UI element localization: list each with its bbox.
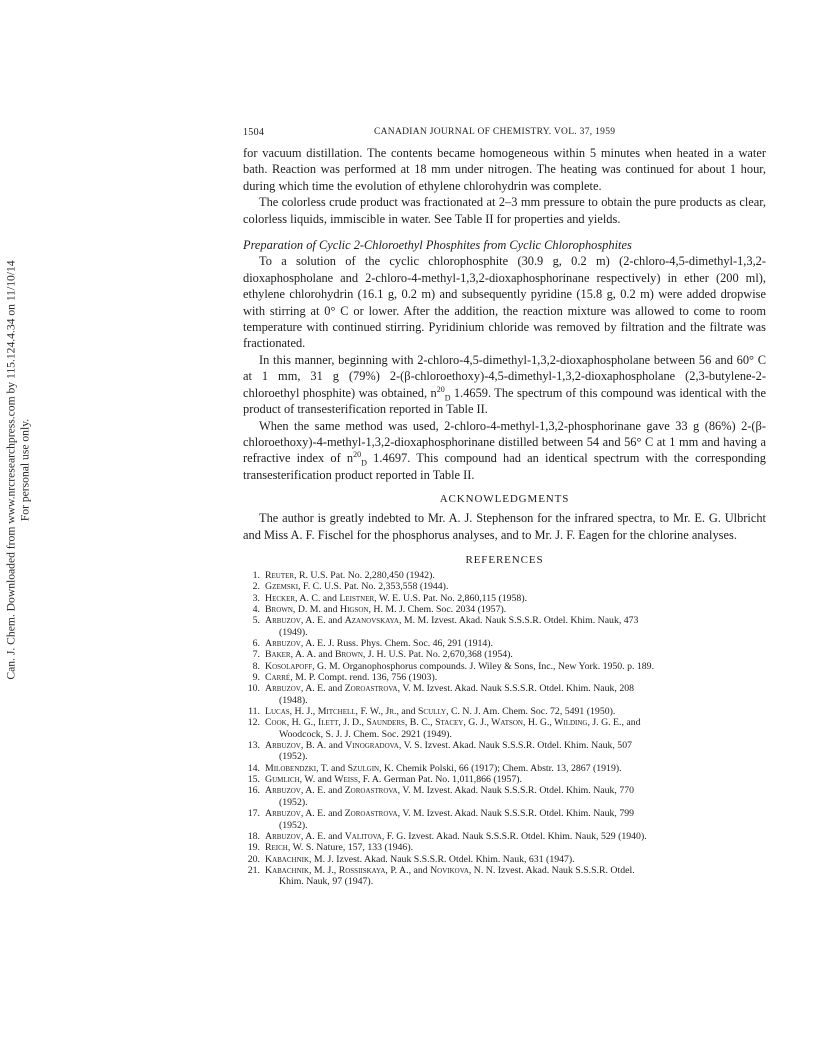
body-paragraph-2: The colorless crude product was fractionated at 2–3 mm pressure to obtain the pure products as clear, colorless liquids, immiscible in water. See Table II for properties and yields. <box>243 195 766 226</box>
page-number: 1504 <box>243 127 265 138</box>
reference-source: U.S. Pat. No. 2,670,368 (1954). <box>388 649 513 661</box>
reference-source: U.S. Pat. No. 2,280,450 (1942). <box>310 569 435 581</box>
reference-number: 17. <box>247 808 260 820</box>
reference-author: Arbuzov, A. E. <box>265 615 326 627</box>
reference-text <box>265 854 766 865</box>
acknowledgments-text: The author is greatly indebted to Mr. A. J. Stephenson for the infrared spectra, to Mr. E. G. Ulbricht and Miss A. F. Fischel for the phosphorus analyses, and to Mr. J. F. Eagen for the chlorine analyses. <box>243 511 766 542</box>
reference-source: J. Am. Chem. Soc. 72, 5491 (1950). <box>474 706 616 718</box>
reference-number: 10. <box>247 683 260 695</box>
reference-number: 12. <box>247 717 260 729</box>
reference-number: 7. <box>252 649 260 661</box>
reference-item <box>243 570 766 581</box>
reference-text <box>265 785 766 808</box>
reference-item <box>243 649 766 660</box>
para4-text-a: In this manner, beginning with 2-chloro-4,5-dimethyl-1,3,2-dioxaphospholane between 56 and 60° C at 1 mm, 31 g (79%) 2-(β-chloroethoxy)-4,5-dimethyl-1,3,2-dioxaphospholane (2,3-butylene-2-chloroethyl phosphite) was obtained, n <box>243 352 766 400</box>
reference-author: Zoroastrova, V. M. <box>344 785 425 797</box>
para4-sup: 20 <box>436 384 445 394</box>
body-paragraph-1: for vacuum distillation. The contents became homogeneous within 5 minutes when heated in a water bath. Reaction was performed at 18 mm under nitrogen. The heating was continued for about 1 hour, during which time the evolution of ethylene chlorohydrin was complete. <box>243 146 766 193</box>
reference-continuation: (1952). <box>279 751 308 763</box>
reference-author: Weiss, F. A. <box>334 774 382 786</box>
reference-number: 14. <box>247 762 260 774</box>
reference-conjunction: and <box>328 808 343 820</box>
journal-page <box>243 127 766 888</box>
reference-source: Nature, 157, 133 (1946). <box>316 842 414 854</box>
reference-number: 9. <box>252 672 260 684</box>
reference-number: 1. <box>252 569 260 581</box>
body-paragraph-5 <box>243 418 766 484</box>
reference-author: Higson, H. M. <box>340 603 397 615</box>
reference-text <box>265 593 766 604</box>
reference-conjunction: and <box>413 864 428 876</box>
reference-author: Reich, W. S. <box>265 842 314 854</box>
reference-author: Scully, C. N. <box>417 706 472 718</box>
reference-item <box>243 593 766 604</box>
reference-text <box>265 774 766 785</box>
running-header <box>243 127 766 145</box>
reference-source: Izvest. Akad. Nauk S.S.S.R. Otdel. <box>497 864 635 876</box>
reference-author: Kabachnik, M. J., Rossiiskaya, P. A., <box>265 864 412 876</box>
body-paragraph-3: To a solution of the cyclic chlorophosphite (30.9 g, 0.2 m) (2-chloro-4,5-dimethyl-1,3,2-dioxaphospholane and 2-chloro-4-methyl-1,3,2-dioxaphosphorinane respectively) in ether (200 ml), ethylene chlorohydrin (16.1 g, 0.2 m) and subsequently pyridine (15.8 g, 0.2 m) were added dropwise with stirring at 0° C or lower. After the addition, the reaction mixture was allowed to come to room temperature with continued stirring. Pyridinium chloride was removed by filtration and the filtrate was fractionated. <box>243 254 766 351</box>
reference-continuation: (1952). <box>279 819 308 831</box>
reference-author: Gumlich, W. <box>265 774 316 786</box>
reference-source: Izvest. Akad. Nauk S.S.S.R. Otdel. Khim. Nauk, 529 (1940). <box>408 830 647 842</box>
reference-text <box>265 615 766 638</box>
reference-source: J. Chem. Soc. 2034 (1957). <box>398 603 507 615</box>
reference-text <box>265 581 766 592</box>
reference-author: Arbuzov, A. E. <box>265 638 326 649</box>
reference-text <box>265 717 766 740</box>
download-watermark <box>0 0 36 1055</box>
reference-conjunction: and <box>330 762 346 774</box>
reference-text <box>265 661 766 672</box>
reference-source: Compt. rend. 136, 756 (1903). <box>317 672 438 684</box>
reference-item <box>243 683 766 706</box>
reference-author: Kosolapoff, G. M. <box>265 660 341 672</box>
reference-conjunction: and <box>626 717 641 729</box>
reference-item <box>243 865 766 888</box>
reference-number: 21. <box>247 864 260 876</box>
reference-text <box>265 706 766 717</box>
reference-number: 6. <box>252 638 260 649</box>
watermark-line-2: For personal use only. <box>18 418 31 522</box>
reference-author: Arbuzov, A. E. <box>265 683 326 695</box>
reference-author: Brown, J. H. <box>334 649 387 661</box>
reference-author: Kabachnik, M. J. <box>265 853 334 865</box>
reference-item <box>243 661 766 672</box>
reference-number: 19. <box>247 842 260 854</box>
reference-conjunction: and <box>401 706 416 718</box>
reference-number: 2. <box>252 581 260 593</box>
reference-item <box>243 638 766 649</box>
para4-text-b: 1.4659. The spectrum of this compound was identical with the product of transesterification reported in Table II. <box>243 385 767 417</box>
reference-item <box>243 717 766 740</box>
reference-conjunction: and <box>318 649 333 661</box>
para5-text-b: 1.4697. This compound had an identical spectrum with the corresponding transesterification product reported in Table II. <box>243 451 767 482</box>
reference-number: 3. <box>252 592 260 604</box>
reference-author: Novikova, N. N. <box>430 864 496 876</box>
reference-continuation: (1952). <box>279 796 308 808</box>
reference-text <box>265 604 766 615</box>
reference-author: Szulgin, K. <box>347 762 394 774</box>
subsection-title: Preparation of Cyclic 2-Chloroethyl Phosphites from Cyclic Chlorophosphites <box>243 238 632 253</box>
para4-sub: D <box>444 393 451 403</box>
reference-item <box>243 581 766 592</box>
reference-continuation: Woodcock, S. J. J. Chem. Soc. 2921 (1949). <box>279 728 452 740</box>
para5-text-a: When the same method was used, 2-chloro-4-methyl-1,3,2-phosphorinane gave 33 g (86%) 2-(β-chloroethoxy)-4-methyl-1,3,2-dioxaphosphorinane distilled between 54 and 56° C at 1 mm and having a refractive index of n <box>243 418 766 466</box>
acknowledgments-heading: ACKNOWLEDGMENTS <box>439 493 570 506</box>
reference-continuation: (1948). <box>279 694 308 706</box>
reference-text <box>265 683 766 706</box>
reference-item <box>243 854 766 865</box>
reference-number: 15. <box>247 774 260 786</box>
reference-item <box>243 706 766 717</box>
reference-author: Zoroastrova, V. M. <box>344 683 425 695</box>
reference-author: Reuter, R. <box>265 569 308 581</box>
reference-item <box>243 774 766 785</box>
reference-author: Brown, D. M. <box>265 603 321 615</box>
reference-text <box>265 865 766 888</box>
reference-source: Izvest. Akad. Nauk S.S.S.R. Otdel. Khim. Nauk, 473 <box>431 615 639 627</box>
reference-source: Izvest. Akad. Nauk S.S.S.R. Otdel. Khim. Nauk, 799 <box>426 808 635 820</box>
reference-item <box>243 831 766 842</box>
reference-conjunction: and <box>328 683 343 695</box>
reference-item <box>243 785 766 808</box>
reference-text <box>265 842 766 853</box>
reference-conjunction: and <box>317 774 332 786</box>
reference-number: 13. <box>247 740 260 752</box>
reference-number: 8. <box>252 660 260 672</box>
para5-sub: D <box>361 458 367 468</box>
reference-author: Cook, H. G., Ilett, J. D., Saunders, B. C., Stacey, G. J., Watson, H. G., Wilding, J. G. E., <box>265 717 624 729</box>
reference-conjunction: and <box>328 830 343 842</box>
reference-text <box>265 740 766 763</box>
reference-source: Izvest. Akad. Nauk S.S.S.R. Otdel. Khim. Nauk, 208 <box>426 683 635 695</box>
reference-text <box>265 763 766 774</box>
reference-item <box>243 615 766 638</box>
reference-conjunction: and <box>328 615 343 627</box>
reference-author: Leistner, W. E. <box>339 592 401 604</box>
reference-source: Izvest. Akad. Nauk S.S.S.R. Otdel. Khim. Nauk, 631 (1947). <box>336 853 575 865</box>
reference-source: German Pat. No. 1,011,866 (1957). <box>383 774 522 786</box>
reference-author: Hecker, A. C. <box>265 592 321 604</box>
reference-conjunction: and <box>328 785 343 797</box>
reference-continuation: Khim. Nauk, 97 (1947). <box>279 876 374 888</box>
reference-source: U.S. Pat. No. 2,860,115 (1958). <box>403 592 528 604</box>
reference-source: U.S. Pat. No. 2,353,558 (1944). <box>324 581 449 593</box>
journal-title: CANADIAN JOURNAL OF CHEMISTRY. VOL. 37, 1959 <box>374 127 616 137</box>
reference-continuation: (1949). <box>279 626 308 638</box>
reference-author: Arbuzov, A. E. <box>265 830 326 842</box>
reference-text <box>265 808 766 831</box>
reference-text <box>265 570 766 581</box>
reference-author: Arbuzov, B. A. <box>265 740 327 752</box>
para5-sup: 20 <box>353 450 362 460</box>
reference-number: 16. <box>247 785 260 797</box>
reference-author: Milobendzki, T. <box>265 762 329 774</box>
reference-author: Lucas, H. J., Mitchell, F. W., Jr., <box>265 706 399 718</box>
reference-item <box>243 604 766 615</box>
reference-number: 18. <box>247 830 260 842</box>
reference-conjunction: and <box>323 603 338 615</box>
reference-item <box>243 808 766 831</box>
reference-source: Izvest. Akad. Nauk S.S.S.R. Otdel. Khim. Nauk, 507 <box>424 740 632 752</box>
reference-author: Vinogradova, V. S. <box>345 740 423 752</box>
reference-author: Azanovskaya, M. M. <box>344 615 429 627</box>
reference-number: 4. <box>252 603 260 615</box>
reference-text <box>265 649 766 660</box>
reference-author: Carré, M. P. <box>265 672 316 684</box>
reference-list <box>243 570 766 888</box>
reference-author: Valitova, F. G. <box>344 830 406 842</box>
reference-author: Gzemski, F. C. <box>265 581 322 593</box>
reference-source: Organophosphorus compounds. J. Wiley & Sons, Inc., New York. 1950. p. 189. <box>342 660 655 672</box>
reference-item <box>243 672 766 683</box>
reference-author: Arbuzov, A. E. <box>265 785 326 797</box>
reference-number: 11. <box>248 706 260 718</box>
reference-source: J. Russ. Phys. Chem. Soc. 46, 291 (1914). <box>328 638 494 649</box>
reference-item <box>243 763 766 774</box>
reference-author: Baker, A. A. <box>265 649 316 661</box>
reference-conjunction: and <box>322 592 337 604</box>
reference-conjunction: and <box>328 740 343 752</box>
reference-text <box>265 672 766 683</box>
reference-source: Chemik Polski, 66 (1917); Chem. Abstr. 13, 2867 (1919). <box>395 762 622 774</box>
reference-text <box>265 638 766 649</box>
reference-author: Arbuzov, A. E. <box>265 808 326 820</box>
reference-number: 5. <box>252 615 260 627</box>
references-heading: REFERENCES <box>465 553 544 566</box>
watermark-line-1: Can. J. Chem. Downloaded from www.nrcresearchpress.com by 115.124.4.34 on 11/10/14 <box>4 260 18 680</box>
reference-item <box>243 842 766 853</box>
reference-author: Zoroastrova, V. M. <box>344 808 425 820</box>
reference-source: Izvest. Akad. Nauk S.S.S.R. Otdel. Khim. Nauk, 770 <box>426 785 635 797</box>
reference-number: 20. <box>247 853 260 865</box>
body-paragraph-4 <box>243 352 766 418</box>
reference-text <box>265 831 766 842</box>
reference-item <box>243 740 766 763</box>
